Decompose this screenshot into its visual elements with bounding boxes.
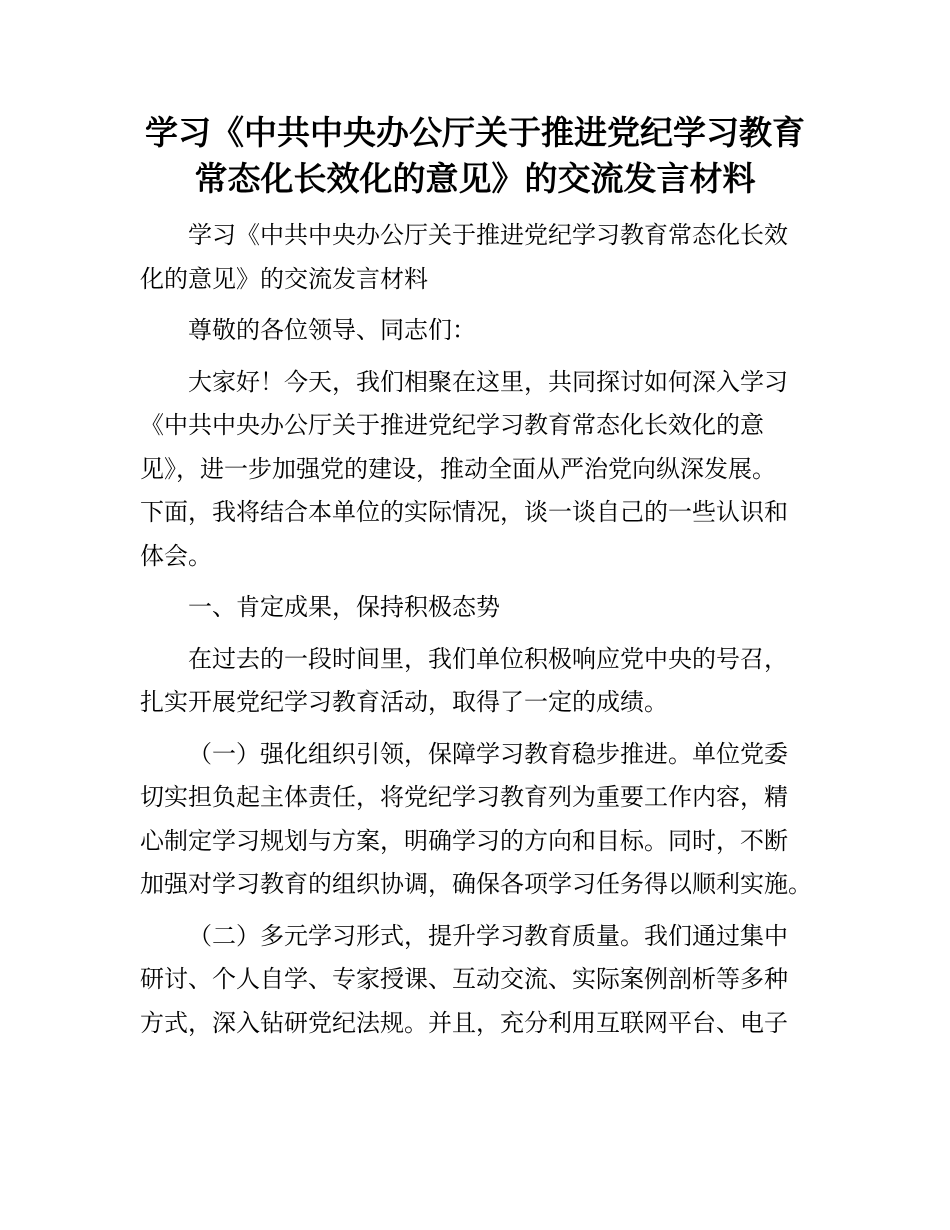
paragraph-salutation: [140, 309, 830, 353]
text-line: 尊敬的各位领导、同志们：: [188, 316, 476, 344]
text-line: 学习《中共中央办公厅关于推进党纪学习教育常态化长效: [188, 221, 788, 249]
text-line: 切实担负起主体责任，将党纪学习教育列为重要工作内容，精: [140, 783, 788, 811]
title-line-2: 常态化长效化的意见》的交流发言材料: [194, 159, 756, 198]
paragraph-point-2: [140, 915, 830, 1046]
text-line: （一）强化组织引领，保障学习教育稳步推进。单位党委: [188, 739, 788, 768]
text-line: 方式，深入钻研党纪法规。并且，充分利用互联网平台、电子: [140, 1008, 788, 1037]
text-line: 在过去的一段时间里，我们单位积极响应党中央的号召，: [188, 644, 788, 673]
text-line: 化的意见》的交流发言材料: [140, 264, 428, 293]
section-heading-1: [140, 586, 830, 630]
paragraph-point-1: [140, 733, 830, 907]
text-line: 加强对学习教育的组织协调，确保各项学习任务得以顺利实施。: [140, 870, 812, 898]
text-line: 一、肯定成果，保持积极态势: [188, 593, 500, 621]
document-title: [60, 110, 890, 202]
paragraph-achievements: [140, 638, 830, 725]
text-line: 扎实开展党纪学习教育活动，取得了一定的成绩。: [140, 688, 668, 716]
text-line: （二）多元学习形式，提升学习教育质量。我们通过集中: [188, 921, 788, 950]
paragraph-subtitle: [140, 214, 830, 301]
text-line: 心制定学习规划与方案，明确学习的方向和目标。同时，不断: [140, 826, 788, 855]
text-line: 《中共中央办公厅关于推进党纪学习教育常态化长效化的意: [140, 411, 764, 439]
text-line: 下面，我将结合本单位的实际情况，谈一谈自己的一些认识和: [140, 498, 788, 526]
text-line: 研讨、个人自学、专家授课、互动交流、实际案例剖析等多种: [140, 965, 788, 993]
paragraph-opening: [140, 361, 830, 579]
text-line: 见》，进一步加强党的建设，推动全面从严治党向纵深发展。: [140, 454, 776, 483]
title-line-1: 学习《中共中央办公厅关于推进党纪学习教育: [145, 113, 805, 152]
text-line: 体会。: [140, 541, 212, 570]
text-line: 大家好！今天，我们相聚在这里，共同探讨如何深入学习: [188, 367, 788, 396]
document-body: [140, 214, 830, 1053]
